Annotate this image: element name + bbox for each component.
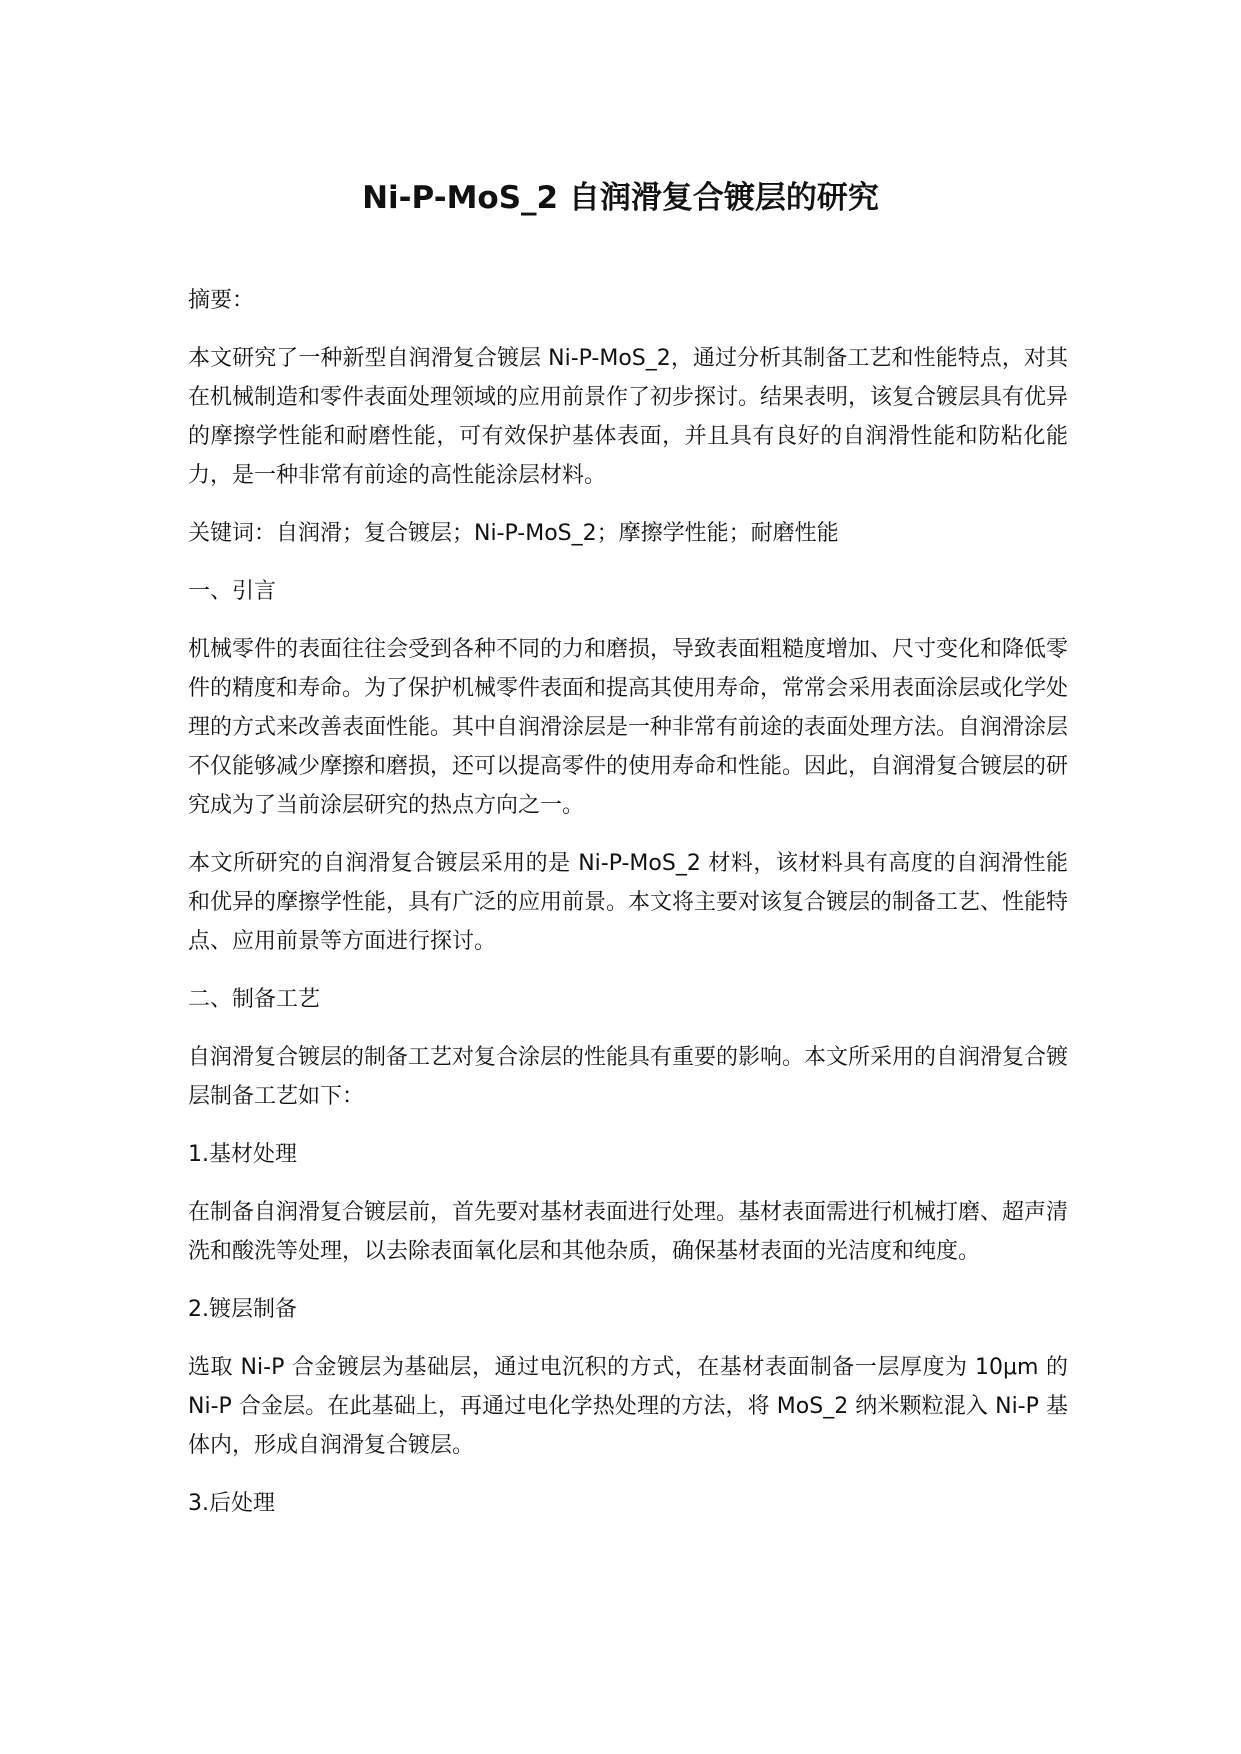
document-title: Ni-P-MoS_2 自润滑复合镀层的研究 [362,180,879,216]
introduction-paragraph-1: 机械零件的表面往往会受到各种不同的力和磨损，导致表面粗糙度增加、尺寸变化和降低零件的精度和寿命。为了保护机械零件表面和提高其使用寿命，常常会采用表面涂层或化学处理的方式来改善表面性能。其中自润滑涂层是一种非常有前途的表面处理方法。自润滑涂层不仅能够减少摩擦和磨损，还可以提高零件的使用寿命和性能。因此，自润滑复合镀层的研究成为了当前涂层研究的热点方向之一。 [188,637,1069,818]
step-text-coating: 选取 Ni-P 合金镀层为基础层，通过电沉积的方式，在基材表面制备一层厚度为 10μm 的 Ni-P 合金层。在此基础上，再通过电化学热处理的方法，将 MoS_2 纳米颗粒混入 Ni-P 基体内，形成自润滑复合镀层。 [188,1355,1068,1458]
document-body [188,281,1068,1542]
keywords-line: 关键词：自润滑；复合镀层；Ni-P-MoS_2；摩擦学性能；耐磨性能 [188,521,839,546]
preparation-intro-paragraph: 自润滑复合镀层的制备工艺对复合涂层的性能具有重要的影响。本文所采用的自润滑复合镀层制备工艺如下： [188,1045,1069,1109]
introduction-paragraph-2: 本文所研究的自润滑复合镀层采用的是 Ni-P-MoS_2 材料，该材料具有高度的自润滑性能和优异的摩擦学性能，具有广泛的应用前景。本文将主要对该复合镀层的制备工艺、性能特点、应用前景等方面进行探讨。 [188,851,1069,954]
step-text-substrate: 在制备自润滑复合镀层前，首先要对基材表面进行处理。基材表面需进行机械打磨、超声清洗和酸洗等处理，以去除表面氧化层和其他杂质，确保基材表面的光洁度和纯度。 [188,1200,1069,1264]
step-heading-substrate: 1.基材处理 [188,1142,297,1167]
abstract-label: 摘要： [188,288,255,313]
section-heading-introduction: 一、引言 [188,579,277,604]
abstract-paragraph: 本文研究了一种新型自润滑复合镀层 Ni-P-MoS_2，通过分析其制备工艺和性能特点，对其在机械制造和零件表面处理领域的应用前景作了初步探讨。结果表明，该复合镀层具有优异的摩擦学性能和耐磨性能，可有效保护基体表面，并且具有良好的自润滑性能和防粘化能力，是一种非常有前途的高性能涂层材料。 [188,346,1069,488]
section-heading-preparation: 二、制备工艺 [188,987,321,1012]
step-heading-post-treatment: 3.后处理 [188,1491,275,1516]
step-heading-coating: 2.镀层制备 [188,1297,297,1322]
